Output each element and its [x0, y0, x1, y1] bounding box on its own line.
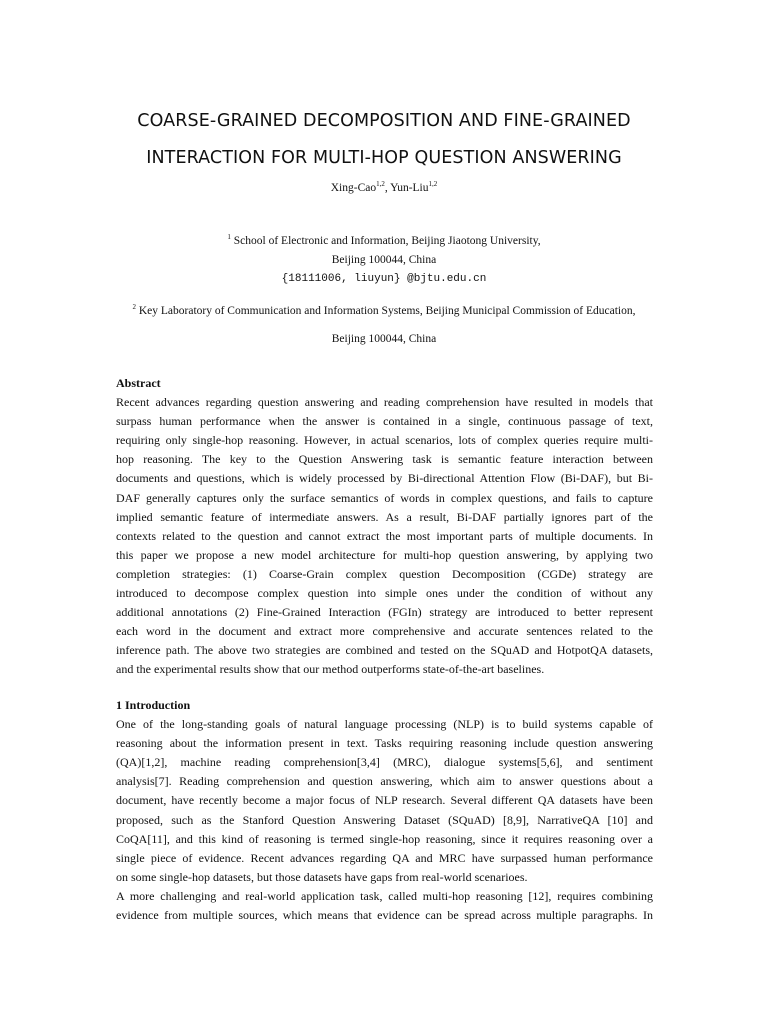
introduction-line: on some single-hop datasets, but those datasets have gaps from real-world scenarioes. [116, 869, 528, 884]
introduction-line: document, have recently become a major focus of NLP research. Several different QA datasets have been [116, 793, 653, 808]
abstract-heading: Abstract [116, 376, 161, 390]
author-email: {18111006, liuyun} @bjtu.edu.cn [281, 273, 487, 285]
abstract-line: surpass human performance when the answer is contained in a single, continuous passage of text, [116, 414, 653, 429]
abstract-line: hop reasoning. The key to the Question Answering task is semantic feature interaction between [116, 452, 653, 467]
introduction-line: evidence from multiple sources, which means that evidence can be spread across multiple paragraphs. In [116, 908, 653, 923]
abstract-line: implied semantic feature of intermediate answers. As a result, Bi-DAF partially ignores part of the [116, 509, 653, 524]
affiliation-marker: 2 [132, 303, 136, 312]
author-line [0, 182, 768, 194]
introduction-line: reasoning about the information present in text. Tasks requiring reasoning include question answering [116, 736, 653, 751]
author-affiliation-marker: 1,2 [428, 180, 438, 189]
abstract-line: contexts related to the question and cannot extract the most important parts of multiple documents. In [116, 528, 653, 543]
introduction-heading: 1 Introduction [116, 698, 191, 712]
author-name: Xing-Cao [330, 182, 377, 194]
introduction-line: A more challenging and real-world application task, called multi-hop reasoning [12], requires combining [116, 888, 653, 903]
abstract-line: Recent advances regarding question answering and reading comprehension have resulted in models that [116, 395, 653, 410]
abstract-line: and the experimental results show that our method outperforms state-of-the-art baselines. [116, 662, 545, 677]
paper-title-line-1: COARSE-GRAINED DECOMPOSITION AND FINE-GRAINED [137, 111, 631, 131]
introduction-line: proposed, such as the Stanford Question Answering Dataset (SQuAD) [8,9], NarrativeQA [10] and [116, 812, 653, 827]
affiliation-1-line-2: Beijing 100044, China [331, 254, 437, 266]
affiliation-text: Key Laboratory of Communication and Information Systems, Beijing Municipal Commission of Education, [135, 305, 636, 317]
affiliation-2-line-1 [0, 305, 768, 317]
abstract-line: each word in the document and extract more comprehensive and accurate sentences related to the [116, 624, 653, 639]
abstract-line: documents and questions, which is widely processed by Bi-directional Attention Flow (Bi-DAF), but Bi- [116, 471, 653, 486]
introduction-line: single piece of evidence. Recent advances regarding QA and MRC have surpassed human performance [116, 850, 653, 865]
abstract-line: introduced to decompose complex question into simple ones under the condition of without any [116, 586, 653, 601]
abstract-section [116, 374, 653, 680]
affiliation-1-line-1 [0, 235, 768, 247]
abstract-line: additional annotations (2) Fine-Grained Interaction (FGIn) strategy are introduced to better represent [116, 605, 653, 620]
abstract-line: completion strategies: (1) Coarse-Grain complex question Decomposition (CGDe) strategy are [116, 566, 653, 581]
introduction-section [116, 696, 653, 925]
abstract-line: DAF generally captures only the surface semantics of words in complex questions, and fails to capture [116, 490, 653, 505]
affiliation-text: School of Electronic and Information, Beijing Jiaotong University, [230, 235, 541, 247]
introduction-line: CoQA[11], and this kind of reasoning is termed single-hop reasoning, since it requires reasoning over a [116, 831, 653, 846]
author-affiliation-marker: 1,2 [376, 180, 385, 189]
author-separator: , [384, 182, 391, 194]
affiliation-marker: 1 [227, 233, 231, 242]
introduction-line: analysis[7]. Reading comprehension and question answering, which aim to answer questions about a [116, 774, 653, 789]
abstract-line: this paper we propose a new model architecture for multi-hop question answering, by applying two [116, 547, 653, 562]
author-name: Yun-Liu [390, 182, 429, 194]
introduction-line: One of the long-standing goals of natural language processing (NLP) is to build systems capable of [116, 717, 653, 732]
abstract-line: inference path. The above two strategies are combined and tested on the SQuAD and HotpotQA datasets, [116, 643, 653, 658]
affiliation-2-line-2: Beijing 100044, China [331, 333, 437, 345]
paper-title-line-2: INTERACTION FOR MULTI-HOP QUESTION ANSWERING [146, 148, 622, 168]
abstract-line: requiring only single-hop reasoning. However, in actual scenarios, lots of complex queries require multi- [116, 433, 653, 448]
introduction-line: (QA)[1,2], machine reading comprehension[3,4] (MRC), dialogue systems[5,6], and sentiment [116, 755, 653, 770]
